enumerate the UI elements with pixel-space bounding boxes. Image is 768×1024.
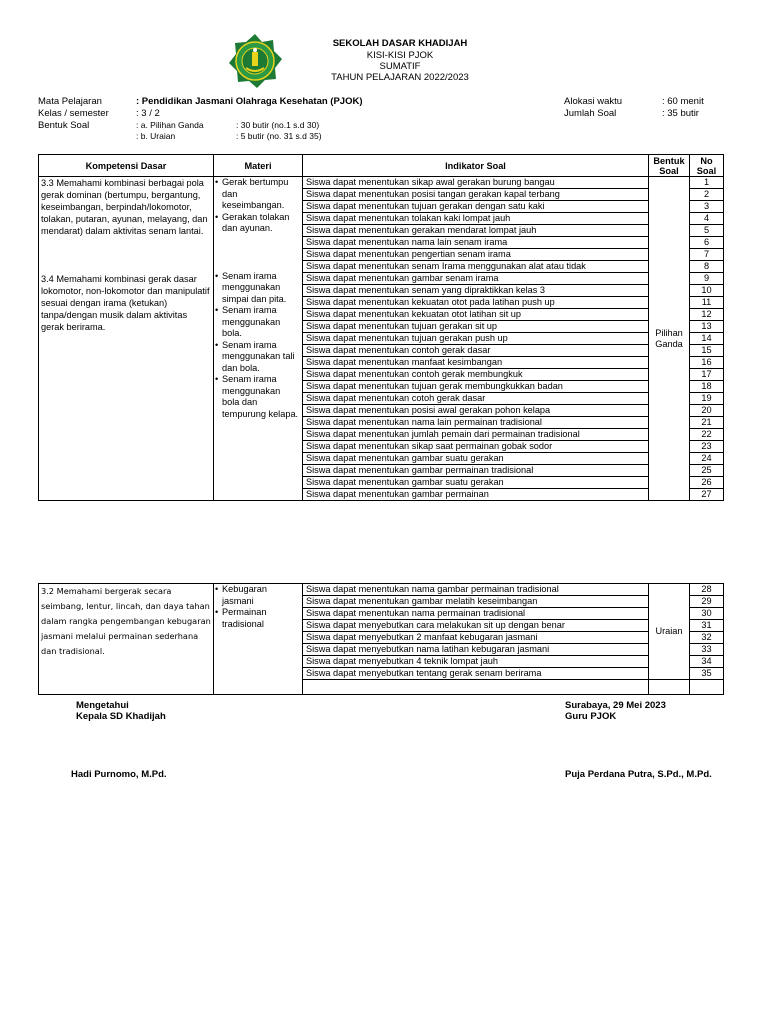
header-kd: Kompetensi Dasar: [39, 155, 214, 177]
no-cell: 14: [690, 333, 724, 345]
indikator-cell: Siswa dapat menentukan contoh gerak membungkuk: [303, 369, 649, 381]
bentuk-cell: [649, 177, 690, 501]
empty-cell: [303, 680, 649, 695]
no-cell: 3: [690, 201, 724, 213]
bentuk-pg-line2: Ganda: [655, 338, 683, 349]
sig-left-name: Hadi Purnomo, M.Pd.: [71, 769, 167, 780]
header-indikator: Indikator Soal: [303, 155, 649, 177]
kisi-table-uraian: [38, 583, 724, 695]
doc-subtitle: SUMATIF: [379, 61, 421, 72]
no-cell: 27: [690, 489, 724, 501]
indikator-cell: Siswa dapat menentukan tujuan gerak membungkukkan badan: [303, 381, 649, 393]
sig-right-line1: Surabaya, 29 Mei 2023: [565, 700, 666, 711]
indikator-cell: Siswa dapat menentukan nama permainan tradisional: [303, 608, 649, 620]
no-cell: 26: [690, 477, 724, 489]
sig-left-line1: Mengetahui: [76, 700, 129, 711]
no-cell: 13: [690, 321, 724, 333]
no-cell: 34: [690, 656, 724, 668]
school-year: TAHUN PELAJARAN 2022/2023: [331, 72, 469, 83]
mapel-value: : Pendidikan Jasmani Olahraga Kesehatan (PJOK): [136, 96, 363, 107]
alokasi-value: : 60 menit: [662, 96, 704, 107]
bentuk-b-count: : 5 butir (no. 31 s.d 35): [236, 131, 322, 141]
indikator-cell: Siswa dapat menentukan gambar permainan: [303, 489, 649, 501]
no-cell: 23: [690, 441, 724, 453]
indikator-cell: Siswa dapat menentukan kekuatan otot pada latihan push up: [303, 297, 649, 309]
bentuk-a-count: : 30 butir (no.1 s.d 30): [236, 120, 320, 130]
indikator-cell: Siswa dapat menyebutkan tentang gerak senam berirama: [303, 668, 649, 680]
no-cell: 22: [690, 429, 724, 441]
no-cell: 10: [690, 285, 724, 297]
no-cell: 7: [690, 249, 724, 261]
no-cell: 32: [690, 632, 724, 644]
no-cell: 6: [690, 237, 724, 249]
doc-title: KISI-KISI PJOK: [366, 50, 434, 61]
indikator-cell: Siswa dapat menentukan gambar permainan tradisional: [303, 465, 649, 477]
no-cell: 19: [690, 393, 724, 405]
no-cell: 11: [690, 297, 724, 309]
no-cell: 20: [690, 405, 724, 417]
kisi-table-pg: [38, 154, 724, 501]
no-cell: 16: [690, 357, 724, 369]
header-no: No Soal: [690, 155, 724, 177]
bentuk-cell: Uraian: [649, 584, 690, 680]
indikator-cell: Siswa dapat menentukan gambar melatih keseimbangan: [303, 596, 649, 608]
jumlah-value: : 35 butir: [662, 108, 699, 119]
no-cell: 31: [690, 620, 724, 632]
materi-item: • Gerakan tolakan dan ayunan.: [216, 212, 300, 235]
empty-cell: [690, 680, 724, 695]
indikator-cell: Siswa dapat menentukan tolakan kaki lompat jauh: [303, 213, 649, 225]
no-cell: 8: [690, 261, 724, 273]
indikator-cell: Siswa dapat menyebutkan nama latihan kebugaran jasmani: [303, 644, 649, 656]
alokasi-label: Alokasi waktu: [564, 96, 623, 107]
no-cell: 12: [690, 309, 724, 321]
indikator-cell: Siswa dapat menentukan senam Irama menggunakan alat atau tidak: [303, 261, 649, 273]
no-cell: 29: [690, 596, 724, 608]
no-cell: 2: [690, 189, 724, 201]
kd-cell: [39, 584, 214, 695]
no-cell: 1: [690, 177, 724, 189]
indikator-cell: Siswa dapat menentukan jumlah pemain dari permainan tradisional: [303, 429, 649, 441]
materi-cell: [214, 177, 303, 501]
header-bentuk: Bentuk Soal: [649, 155, 690, 177]
indikator-cell: Siswa dapat menentukan cotoh gerak dasar: [303, 393, 649, 405]
no-cell: 25: [690, 465, 724, 477]
materi-item: • Permainan tradisional: [216, 607, 300, 630]
indikator-cell: Siswa dapat menentukan gambar suatu gerakan: [303, 477, 649, 489]
indikator-cell: Siswa dapat menentukan pengertian senam irama: [303, 249, 649, 261]
kd-3-4: 3.4 Memahami kombinasi gerak dasar lokomotor, non-lokomotor dan manipulatif sesuai dengan irama (ketukan) tanpa/dengan musik dalam aktivitas gerak berirama.: [41, 274, 210, 332]
no-cell: 28: [690, 584, 724, 596]
no-cell: 33: [690, 644, 724, 656]
indikator-cell: Siswa dapat menentukan posisi tangan gerakan kapal terbang: [303, 189, 649, 201]
indikator-cell: Siswa dapat menentukan sikap awal gerakan burung bangau: [303, 177, 649, 189]
mapel-label: Mata Pelajaran: [38, 96, 102, 107]
indikator-cell: Siswa dapat menentukan tujuan gerakan push up: [303, 333, 649, 345]
no-cell: 30: [690, 608, 724, 620]
indikator-cell: Siswa dapat menentukan gambar suatu gerakan: [303, 453, 649, 465]
materi-item: • Senam irama menggunakan bola dan tempurung kelapa.: [216, 374, 300, 420]
kd-cell: [39, 177, 214, 501]
materi-item: • Gerak bertumpu dan keseimbangan.: [216, 177, 300, 212]
no-cell: 24: [690, 453, 724, 465]
indikator-cell: Siswa dapat menentukan senam yang dipraktikkan kelas 3: [303, 285, 649, 297]
indikator-cell: Siswa dapat menentukan posisi awal gerakan pohon kelapa: [303, 405, 649, 417]
indikator-cell: Siswa dapat menentukan nama lain permainan tradisional: [303, 417, 649, 429]
indikator-cell: Siswa dapat menentukan tujuan gerakan sit up: [303, 321, 649, 333]
bentuk-label: Bentuk Soal: [38, 120, 90, 131]
indikator-cell: Siswa dapat menentukan gambar senam irama: [303, 273, 649, 285]
no-cell: 9: [690, 273, 724, 285]
kd-3-2: 3.2 Memahami bergerak secara seimbang, lentur, lincah, dan daya tahan dalam rangka pengembangan kebugaran jasmani melalui permainan sederhana dan tradisional.: [41, 586, 211, 656]
no-cell: 35: [690, 668, 724, 680]
kd-3-3: 3.3 Memahami kombinasi berbagai pola gerak dominan (bertumpu, bergantung, keseimbangan, berpindah/lokomotor, tolakan, putaran, ayunan, melayang, dan mendarat) dalam aktivitas senam lantai.: [41, 178, 208, 236]
indikator-cell: Siswa dapat menentukan tujuan gerakan dengan satu kaki: [303, 201, 649, 213]
indikator-cell: Siswa dapat menyebutkan cara melakukan sit up dengan benar: [303, 620, 649, 632]
indikator-cell: Siswa dapat menentukan gerakan mendarat lompat jauh: [303, 225, 649, 237]
indikator-cell: Siswa dapat menentukan manfaat kesimbangan: [303, 357, 649, 369]
no-cell: 17: [690, 369, 724, 381]
indikator-cell: Siswa dapat menentukan nama gambar permainan tradisional: [303, 584, 649, 596]
empty-cell: [649, 680, 690, 695]
table-row: [39, 177, 724, 189]
materi-cell: [214, 584, 303, 695]
sig-right-line2: Guru PJOK: [565, 711, 617, 722]
no-cell: 5: [690, 225, 724, 237]
materi-item: • Senam irama menggunakan simpai dan pita.: [216, 271, 300, 306]
bentuk-a: : a. Pilihan Ganda: [136, 120, 204, 130]
bentuk-pg-line1: Pilihan: [655, 327, 683, 338]
no-cell: 4: [690, 213, 724, 225]
bentuk-b: : b. Uraian: [136, 131, 176, 141]
table-row: [39, 584, 724, 596]
sig-left-line2: Kepala SD Khadijah: [76, 711, 166, 722]
indikator-cell: Siswa dapat menyebutkan 2 manfaat kebugaran jasmani: [303, 632, 649, 644]
materi-item: • Senam irama menggunakan tali dan bola.: [216, 340, 300, 375]
jumlah-label: Jumlah Soal: [564, 108, 617, 119]
materi-item: • Kebugaran jasmani: [216, 584, 300, 607]
school-name: SEKOLAH DASAR KHADIJAH: [332, 38, 468, 49]
indikator-cell: Siswa dapat menentukan contoh gerak dasar: [303, 345, 649, 357]
no-cell: 15: [690, 345, 724, 357]
header-materi: Materi: [214, 155, 303, 177]
indikator-cell: Siswa dapat menyebutkan 4 teknik lompat jauh: [303, 656, 649, 668]
kelas-value: : 3 / 2: [136, 108, 160, 119]
no-cell: 18: [690, 381, 724, 393]
indikator-cell: Siswa dapat menentukan sikap saat permainan gobak sodor: [303, 441, 649, 453]
kelas-label: Kelas / semester: [38, 108, 109, 119]
indikator-cell: Siswa dapat menentukan kekuatan otot latihan sit up: [303, 309, 649, 321]
indikator-cell: Siswa dapat menentukan nama lain senam irama: [303, 237, 649, 249]
materi-item: • Senam irama menggunakan bola.: [216, 305, 300, 340]
sig-right-name: Puja Perdana Putra, S.Pd., M.Pd.: [565, 769, 712, 780]
no-cell: 21: [690, 417, 724, 429]
